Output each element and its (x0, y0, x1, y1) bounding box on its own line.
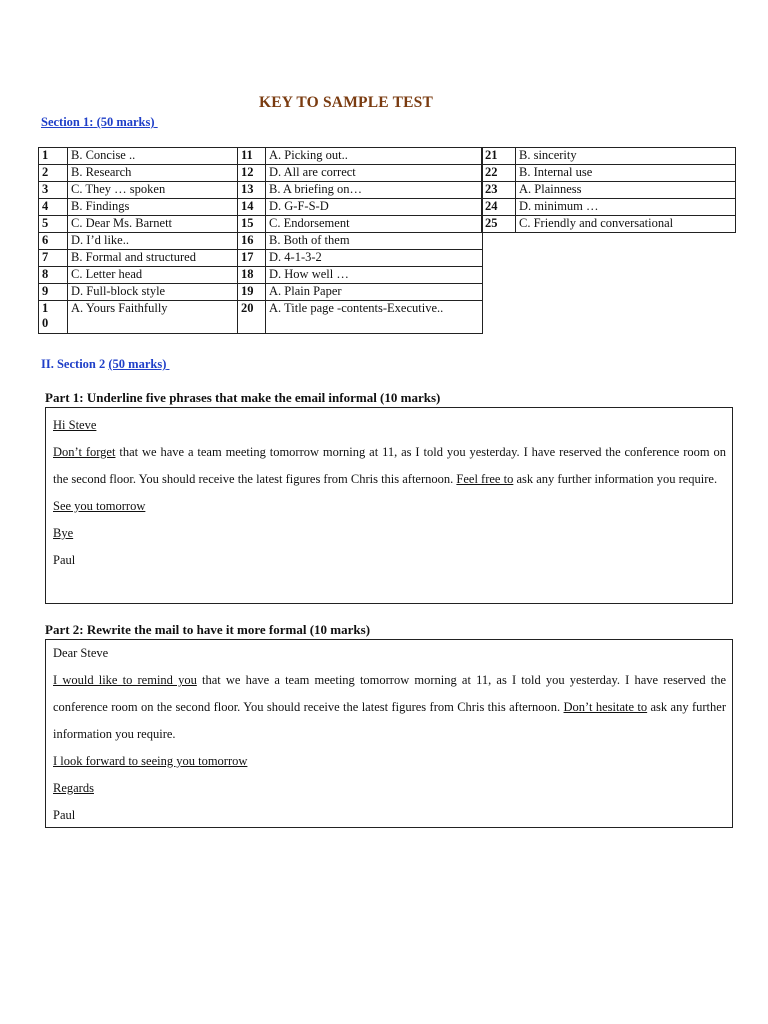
answer-cell: D. minimum … (516, 199, 736, 216)
table-row (39, 148, 483, 165)
answer-cell: A. Yours Faithfully (68, 301, 238, 334)
question-number: 6 (39, 233, 68, 250)
table-row (482, 182, 736, 199)
answer-key-table-left (38, 147, 483, 334)
answer-cell: A. Picking out.. (266, 148, 483, 165)
question-number: 12 (238, 165, 266, 182)
question-number: 22 (482, 165, 516, 182)
table-row (482, 216, 736, 233)
section-1-marks: (50 marks) (96, 115, 155, 129)
formal-signature: Paul (53, 808, 76, 822)
section-2-label: II. Section 2 (41, 357, 106, 371)
question-number-part: 1 (42, 301, 49, 315)
question-number: 1 (39, 148, 68, 165)
question-number: 2 (39, 165, 68, 182)
answer-cell: B. A briefing on… (266, 182, 483, 199)
answer-cell: D. G-F-S-D (266, 199, 483, 216)
answer-cell: B. Concise .. (68, 148, 238, 165)
question-number: 7 (39, 250, 68, 267)
question-number: 19 (238, 284, 266, 301)
answer-cell: D. How well … (266, 267, 483, 284)
informal-body (53, 439, 726, 493)
question-number: 24 (482, 199, 516, 216)
table-row (39, 233, 483, 250)
table-row (39, 284, 483, 301)
table-row (39, 301, 483, 334)
part-1-heading: Part 1: Underline five phrases that make the email informal (10 marks) (45, 390, 441, 405)
informal-signoff: Bye (53, 526, 74, 540)
answer-cell: B. Research (68, 165, 238, 182)
question-number: 5 (39, 216, 68, 233)
table-row (482, 165, 736, 182)
answer-cell: D. Full-block style (68, 284, 238, 301)
table-row (39, 216, 483, 233)
answer-cell: A. Title page -contents-Executive.. (266, 301, 483, 334)
answer-cell: B. sincerity (516, 148, 736, 165)
answer-key-table-right (481, 147, 736, 233)
question-number: 14 (238, 199, 266, 216)
formal-closing-line: I look forward to seeing you tomorrow (53, 754, 248, 768)
formal-greeting: Dear Steve (53, 646, 109, 660)
formal-text-2: ask any further information you require. (53, 700, 726, 741)
formal-body (53, 667, 726, 748)
question-number (39, 301, 68, 334)
informal-text-1: that we have a team meeting tomorrow morning at 11, as I told you yesterday. I have reserved the conference room on the second floor. You should receive the latest figures from Chris this afternoon. (53, 445, 726, 486)
answer-cell: C. Endorsement (266, 216, 483, 233)
answer-cell: C. Friendly and conversational (516, 216, 736, 233)
table-row (482, 148, 736, 165)
section-2-marks: (50 marks) (108, 357, 167, 371)
formal-signoff: Regards (53, 781, 94, 795)
table-row (39, 165, 483, 182)
question-number: 23 (482, 182, 516, 199)
question-number: 20 (238, 301, 266, 334)
answer-cell: B. Findings (68, 199, 238, 216)
table-row (39, 250, 483, 267)
question-number: 21 (482, 148, 516, 165)
informal-closing-line: See you tomorrow (53, 499, 146, 513)
question-number: 15 (238, 216, 266, 233)
question-number: 18 (238, 267, 266, 284)
answer-cell: B. Formal and structured (68, 250, 238, 267)
section-2-heading (41, 357, 169, 372)
answer-cell: A. Plain Paper (266, 284, 483, 301)
answer-cell: D. All are correct (266, 165, 483, 182)
answer-cell: B. Internal use (516, 165, 736, 182)
answer-cell: A. Plainness (516, 182, 736, 199)
informal-greeting: Hi Steve (53, 418, 97, 432)
question-number: 3 (39, 182, 68, 199)
table-row (482, 199, 736, 216)
answer-cell: C. They … spoken (68, 182, 238, 199)
question-number: 9 (39, 284, 68, 301)
answer-cell: C. Dear Ms. Barnett (68, 216, 238, 233)
informal-email-box (45, 407, 733, 604)
informal-text-2: ask any further information you require. (513, 472, 718, 486)
answer-cell: C. Letter head (68, 267, 238, 284)
table-row (39, 199, 483, 216)
formal-text-1: that we have a team meeting tomorrow morning at 11, as I told you yesterday. I have reserved the conference room on the second floor. You should receive the latest figures from Chris this afternoon. (53, 673, 726, 714)
formal-email-box (45, 639, 733, 828)
answer-cell: B. Both of them (266, 233, 483, 250)
question-number: 4 (39, 199, 68, 216)
question-number: 13 (238, 182, 266, 199)
informal-phrase-1: Don’t forget (53, 445, 116, 459)
question-number: 25 (482, 216, 516, 233)
answer-cell: D. I’d like.. (68, 233, 238, 250)
question-number: 11 (238, 148, 266, 165)
question-number: 8 (39, 267, 68, 284)
document-title: KEY TO SAMPLE TEST (258, 94, 434, 111)
question-number: 17 (238, 250, 266, 267)
formal-phrase-2: Don’t hesitate to (563, 700, 648, 714)
question-number: 16 (238, 233, 266, 250)
part-2-heading: Part 2: Rewrite the mail to have it more formal (10 marks) (45, 622, 371, 637)
section-1-label: Section 1: (41, 115, 94, 129)
question-number-part: 0 (42, 316, 49, 330)
informal-phrase-2: Feel free to (456, 472, 514, 486)
informal-signature: Paul (53, 553, 76, 567)
answer-cell: D. 4-1-3-2 (266, 250, 483, 267)
table-row (39, 267, 483, 284)
table-row (39, 182, 483, 199)
formal-phrase-1: I would like to remind you (53, 673, 197, 687)
section-1-heading (41, 115, 158, 130)
